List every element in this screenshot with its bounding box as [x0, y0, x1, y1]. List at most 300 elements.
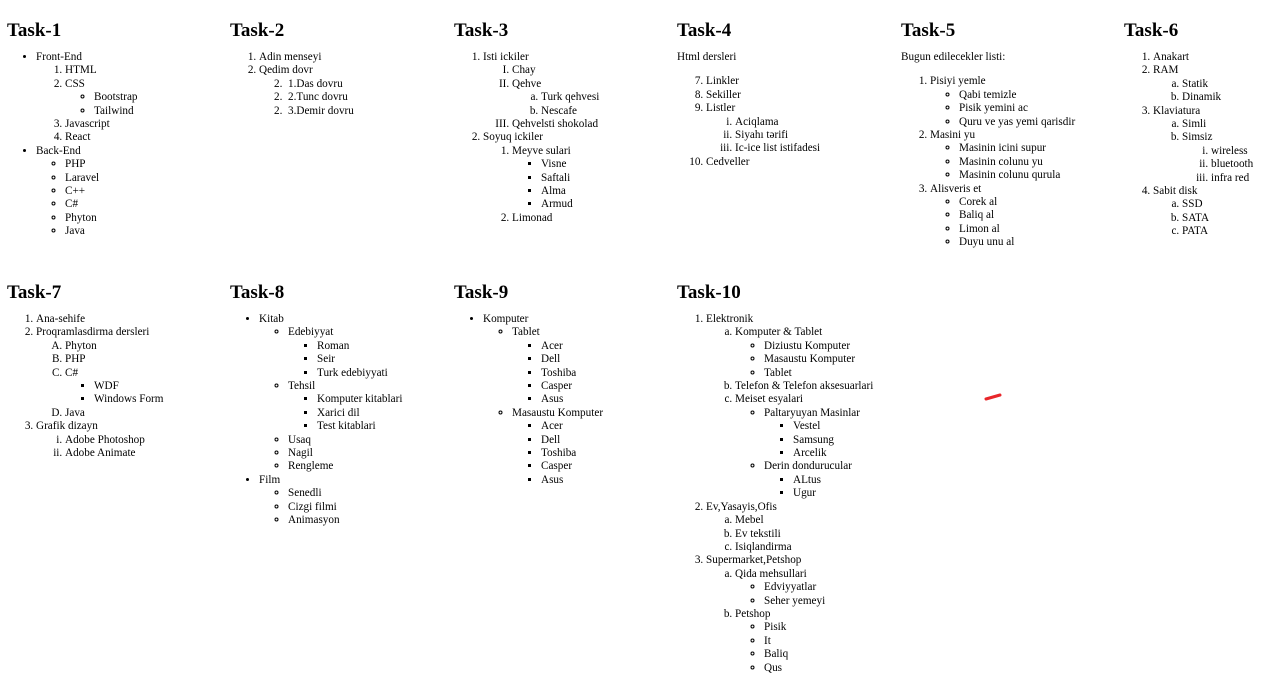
list-item: [1153, 105, 1274, 185]
list-item: [764, 460, 917, 500]
list-item: [65, 118, 222, 131]
list-item-label: Turk qehvesi: [541, 91, 600, 104]
bullet-list: [512, 340, 669, 407]
list-item: [541, 340, 669, 353]
list-item: [288, 514, 445, 527]
bullet-list: [930, 196, 1116, 250]
task-9: [454, 282, 669, 487]
list-item: [512, 64, 669, 77]
ordered-list: [677, 313, 917, 675]
list-item: [541, 105, 669, 118]
list-item: [706, 313, 917, 501]
list-item-label: Turk edebiyyati: [317, 366, 388, 379]
list-item: [764, 581, 917, 594]
list-item: [65, 78, 222, 118]
ordered-list: [7, 313, 222, 460]
list-item-label: Java: [65, 406, 85, 419]
list-item-label: Ev,Yasayis,Ofis: [706, 500, 777, 513]
list-item: [288, 326, 445, 380]
bullet-list: [259, 326, 445, 473]
list-item-label: Dell: [541, 353, 561, 366]
ordered-list: [483, 145, 669, 225]
list-item-label: PHP: [65, 158, 86, 171]
ordered-list: [483, 64, 669, 131]
list-item: [764, 407, 917, 461]
list-item-label: Masaustu Komputer: [764, 353, 856, 366]
ordered-list: [512, 91, 669, 118]
bullet-list: [288, 340, 445, 380]
list-item-label: Vestel: [793, 420, 821, 433]
list-item: [65, 225, 222, 238]
task-content: [7, 51, 222, 239]
list-item-label: wireless: [1211, 144, 1248, 157]
list-item-label: C++: [65, 185, 86, 198]
task-content: [7, 313, 222, 460]
list-item: [65, 353, 222, 366]
list-item-label: Usaq: [288, 433, 311, 446]
list-item: [317, 407, 445, 420]
list-item-label: Java: [65, 225, 85, 238]
list-item: [706, 156, 892, 169]
list-item-label: Casper: [541, 460, 573, 473]
list-item: [793, 420, 917, 433]
list-item-label: Saftali: [541, 171, 571, 184]
list-item: [541, 393, 669, 406]
list-item-label: Adobe Photoshop: [65, 433, 145, 446]
bullet-list: [512, 420, 669, 487]
list-item-label: Alma: [541, 185, 566, 198]
task-4: [677, 20, 892, 169]
list-item-label: C#: [65, 198, 79, 211]
list-item: [65, 158, 222, 171]
list-item: [288, 447, 445, 460]
list-item-label: Senedli: [288, 487, 322, 500]
list-item-label: Xarici dil: [317, 406, 360, 419]
list-item: [512, 407, 669, 487]
list-item: [959, 236, 1116, 249]
bullet-list: [735, 407, 917, 501]
list-item: [483, 51, 669, 131]
task-7: [7, 282, 222, 460]
list-item-label: Soyuq ickiler: [483, 131, 543, 144]
list-item: [36, 145, 222, 239]
list-item: [259, 64, 445, 118]
list-item: [735, 514, 917, 527]
list-item: [36, 420, 222, 460]
task-intro: Bugun edilecekler listi:: [901, 51, 1006, 63]
list-item: [65, 407, 222, 420]
list-item-label: Front-End: [36, 51, 82, 63]
list-item: [959, 169, 1116, 182]
task-title: Task-7: [7, 282, 62, 303]
list-item-label: Tablet: [512, 326, 540, 339]
list-item-label: CSS: [65, 77, 85, 90]
list-item: [541, 434, 669, 447]
bullet-list: [512, 158, 669, 212]
list-item: [65, 434, 222, 447]
list-item: [36, 326, 222, 420]
list-item-label: Ev tekstili: [735, 527, 781, 540]
list-item-label: Anakart: [1153, 51, 1190, 63]
list-item-label: Roman: [317, 339, 350, 352]
list-item-label: Baliq al: [959, 209, 995, 222]
list-item-label: Limonad: [512, 211, 553, 224]
list-item: [1153, 185, 1274, 239]
task-8: [230, 282, 445, 528]
list-item: [288, 78, 445, 91]
task-title: Task-3: [454, 20, 509, 41]
list-item: [541, 91, 669, 104]
list-item: [735, 528, 917, 541]
list-item: [259, 313, 445, 474]
ordered-list: [1124, 51, 1274, 239]
list-item-label: Toshiba: [541, 366, 577, 379]
bullet-list: [36, 158, 222, 238]
list-item-label: Pisik: [764, 621, 787, 634]
list-item-label: Cedveller: [706, 155, 750, 168]
list-item: [541, 185, 669, 198]
list-item-label: Supermarket,Petshop: [706, 554, 802, 567]
list-item-label: Alisveris et: [930, 182, 982, 195]
list-item: [1182, 118, 1274, 131]
list-item-label: Limon al: [959, 222, 1000, 235]
bullet-list: [230, 313, 445, 528]
list-item-label: Qus: [764, 661, 783, 674]
list-item: [94, 105, 222, 118]
list-item: [706, 89, 892, 102]
list-item-label: Rengleme: [288, 460, 334, 473]
list-item-label: Dinamik: [1182, 91, 1222, 104]
list-item: [317, 353, 445, 366]
list-item-label: Acer: [541, 420, 563, 433]
list-item: [65, 198, 222, 211]
list-item-label: Qehvelsti shokolad: [512, 118, 599, 131]
list-item: [735, 541, 917, 554]
task-title: Task-6: [1124, 20, 1179, 41]
list-item: [317, 367, 445, 380]
list-item-label: Aciqlama: [735, 115, 779, 128]
list-item: [930, 75, 1116, 129]
list-item: [512, 118, 669, 131]
list-item-label: Tablet: [764, 366, 792, 379]
list-item-label: React: [65, 131, 91, 144]
list-item: [764, 595, 917, 608]
list-item: [541, 158, 669, 171]
list-item-label: Toshiba: [541, 447, 577, 460]
list-item-label: Adin menseyi: [259, 51, 322, 63]
list-item-label: Test kitablari: [317, 420, 376, 433]
list-item: [65, 185, 222, 198]
list-item: [764, 662, 917, 675]
list-item: [259, 51, 445, 64]
task-title: Task-4: [677, 20, 732, 41]
task-title: Task-2: [230, 20, 285, 41]
list-item-label: Grafik dizayn: [36, 420, 98, 433]
list-item: [65, 64, 222, 77]
list-item: [735, 326, 917, 380]
bullet-list: [930, 89, 1116, 129]
pen-stroke-mark: [984, 392, 1004, 402]
list-item: [959, 223, 1116, 236]
list-item: [764, 635, 917, 648]
list-item-label: 1.Das dovru: [288, 77, 343, 90]
task-content: [454, 313, 669, 487]
task-title: Task-8: [230, 282, 285, 303]
list-item-label: Sabit disk: [1153, 185, 1198, 198]
bullet-list: [483, 326, 669, 487]
list-item-label: Qida mehsullari: [735, 567, 807, 580]
list-item-label: Adobe Animate: [65, 447, 136, 460]
ordered-list: [706, 116, 892, 156]
task-content: [901, 51, 1116, 250]
task-title: Task-5: [901, 20, 956, 41]
bullet-list: [454, 313, 669, 487]
list-item: [793, 447, 917, 460]
list-item-label: SSD: [1182, 198, 1203, 211]
list-item: [541, 198, 669, 211]
list-item: [94, 91, 222, 104]
bullet-list: [735, 340, 917, 380]
list-item: [930, 129, 1116, 183]
list-item: [1182, 91, 1274, 104]
task-1: [7, 20, 222, 239]
ordered-list: [259, 78, 445, 118]
list-item: [94, 380, 222, 393]
list-item-label: Qabi temizle: [959, 88, 1017, 101]
list-item-label: Back-End: [36, 144, 81, 157]
list-item-label: Seher yemeyi: [764, 594, 826, 607]
list-item: [1182, 225, 1274, 238]
list-item: [36, 313, 222, 326]
list-item: [1153, 64, 1274, 104]
list-item: [735, 129, 892, 142]
list-item: [483, 131, 669, 225]
list-item: [793, 434, 917, 447]
list-item-label: Qehve: [512, 77, 542, 90]
list-item-label: Klaviatura: [1153, 104, 1201, 117]
list-item: [288, 91, 445, 104]
list-item: [65, 340, 222, 353]
list-item: [541, 420, 669, 433]
list-item-label: Pisiyi yemle: [930, 75, 986, 88]
list-item: [706, 501, 917, 555]
list-item-label: Seir: [317, 353, 336, 366]
list-item: [317, 420, 445, 433]
task-content: [677, 51, 892, 169]
ordered-list: [36, 434, 222, 461]
ordered-list: [1153, 198, 1274, 238]
list-item: [541, 474, 669, 487]
list-item: [1182, 212, 1274, 225]
ordered-list: [1153, 78, 1274, 105]
list-item: [930, 183, 1116, 250]
list-item: [541, 447, 669, 460]
bullet-list: [764, 474, 917, 501]
list-item: [735, 608, 917, 675]
ordered-list: [901, 75, 1116, 249]
list-item: [735, 380, 917, 393]
list-item: [259, 474, 445, 528]
list-item-label: bluetooth: [1211, 158, 1254, 171]
list-item: [959, 102, 1116, 115]
list-item-label: Meiset esyalari: [735, 393, 804, 406]
list-item: [706, 102, 892, 156]
bullet-list: [764, 420, 917, 460]
list-item: [959, 89, 1116, 102]
task-intro: Html dersleri: [677, 51, 737, 63]
list-item: [541, 172, 669, 185]
list-item-label: Armud: [541, 198, 573, 211]
list-item-label: Simsiz: [1182, 131, 1213, 144]
task-title: Task-9: [454, 282, 509, 303]
ordered-list: [36, 64, 222, 144]
list-item-label: Ic-ice list istifadesi: [735, 142, 821, 155]
list-item-label: Corek al: [959, 196, 998, 209]
list-item-label: Samsung: [793, 433, 835, 446]
list-item: [288, 460, 445, 473]
list-item: [706, 554, 917, 675]
list-item-label: Cizgi filmi: [288, 500, 337, 513]
list-item-label: Casper: [541, 380, 573, 393]
task-10: [677, 282, 917, 675]
list-item-label: Statik: [1182, 77, 1209, 90]
list-item-label: Siyahı tərifi: [735, 129, 789, 142]
list-item-label: Edebiyyat: [288, 326, 334, 339]
task-content: [454, 51, 669, 225]
task-title: Task-1: [7, 20, 62, 41]
task-content: [230, 313, 445, 528]
list-item-label: RAM: [1153, 64, 1179, 77]
list-item-label: Diziustu Komputer: [764, 339, 851, 352]
list-item-label: Meyve sulari: [512, 144, 571, 157]
list-item-label: Masini yu: [930, 129, 976, 142]
list-item-label: PHP: [65, 353, 86, 366]
list-item: [735, 116, 892, 129]
list-item: [764, 353, 917, 366]
ordered-list: [677, 75, 892, 169]
list-item-label: It: [764, 634, 771, 647]
list-item: [959, 156, 1116, 169]
list-item: [1182, 78, 1274, 91]
list-item: [65, 172, 222, 185]
list-item: [1182, 198, 1274, 211]
list-item: [764, 367, 917, 380]
list-item: [288, 434, 445, 447]
list-item: [959, 196, 1116, 209]
list-item: [764, 621, 917, 634]
list-item-label: Quru ve yas yemi qarisdir: [959, 115, 1076, 128]
list-item-label: Ana-sehife: [36, 313, 86, 325]
list-item: [36, 51, 222, 145]
list-item-label: Masinin colunu qurula: [959, 169, 1061, 182]
list-item: [1211, 145, 1274, 158]
ordered-list: [36, 340, 222, 420]
bullet-list: [259, 487, 445, 527]
list-item-label: Tailwind: [94, 104, 134, 117]
list-item-label: PATA: [1182, 225, 1209, 238]
list-item-label: Elektronik: [706, 313, 754, 325]
list-item: [735, 142, 892, 155]
list-item-label: Phyton: [65, 211, 97, 224]
task-6: [1124, 20, 1274, 239]
list-item-label: Asus: [541, 393, 564, 406]
list-item-label: Linkler: [706, 75, 739, 88]
list-item: [1153, 51, 1274, 64]
list-item-label: Mebel: [735, 514, 764, 527]
list-item: [541, 367, 669, 380]
task-5: [901, 20, 1116, 250]
list-item-label: Isiqlandirma: [735, 540, 792, 553]
list-item-label: Duyu unu al: [959, 236, 1015, 249]
list-item-label: Kitab: [259, 313, 284, 325]
list-item: [65, 447, 222, 460]
list-item: [512, 212, 669, 225]
list-item: [288, 487, 445, 500]
list-item-label: Acer: [541, 339, 563, 352]
list-item-label: infra red: [1211, 171, 1250, 184]
list-item-label: Ugur: [793, 487, 816, 500]
list-item: [288, 105, 445, 118]
list-item: [65, 131, 222, 144]
task-3: [454, 20, 669, 225]
list-item: [288, 501, 445, 514]
list-item-label: HTML: [65, 64, 97, 77]
list-item-label: 3.Demir dovru: [288, 104, 354, 117]
list-item-label: Tehsil: [288, 380, 316, 393]
list-item-label: Komputer kitablari: [317, 393, 403, 406]
ordered-list: [706, 568, 917, 675]
list-item-label: Animasyon: [288, 514, 340, 527]
list-item-label: Komputer & Tablet: [735, 326, 823, 339]
list-item-label: Komputer: [483, 313, 529, 325]
list-item-label: Proqramlasdirma dersleri: [36, 326, 150, 339]
list-item-label: Nagil: [288, 447, 313, 460]
list-item-label: WDF: [94, 380, 119, 393]
list-item-label: Petshop: [735, 607, 771, 620]
bullet-list: [288, 393, 445, 433]
list-item: [764, 340, 917, 353]
list-item: [483, 313, 669, 487]
list-item-label: Qedim dovr: [259, 64, 313, 77]
list-item: [735, 393, 917, 500]
list-item: [317, 340, 445, 353]
list-item-label: Laravel: [65, 171, 100, 184]
list-item-label: Windows Form: [94, 393, 164, 406]
list-item-label: Phyton: [65, 339, 97, 352]
list-item-label: Arcelik: [793, 447, 827, 460]
list-item-label: Paltaryuyan Masinlar: [764, 406, 861, 419]
list-item-label: SATA: [1182, 211, 1210, 224]
list-item-label: Edviyyatlar: [764, 581, 817, 594]
bullet-list: [735, 621, 917, 675]
list-item: [1211, 172, 1274, 185]
ordered-list: [1182, 145, 1274, 185]
list-item-label: Isti ickiler: [483, 51, 529, 63]
list-item-label: Javascript: [65, 118, 110, 131]
list-item-label: Nescafe: [541, 104, 578, 117]
list-item-label: C#: [65, 366, 79, 379]
list-item: [959, 142, 1116, 155]
list-item: [65, 367, 222, 407]
ordered-list: [1153, 118, 1274, 185]
list-item-label: Derin dondurucular: [764, 460, 852, 473]
bullet-list: [930, 142, 1116, 182]
task-title: Task-10: [677, 282, 741, 303]
list-item-label: Telefon & Telefon aksesuarlari: [735, 380, 874, 393]
list-item-label: Masinin icini supur: [959, 142, 1047, 155]
list-item: [512, 326, 669, 406]
list-item-label: Dell: [541, 433, 561, 446]
